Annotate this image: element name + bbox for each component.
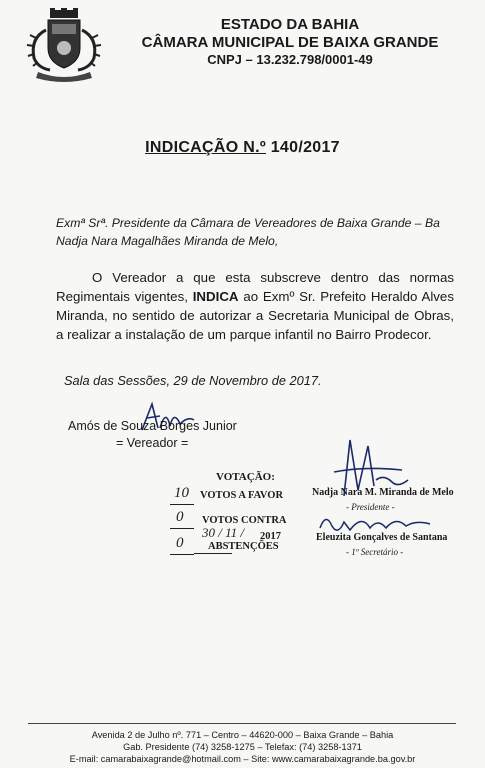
title-prefix: INDICAÇÃO N.º	[145, 139, 266, 156]
secretary-name: Eleuzita Gonçalves de Santana	[316, 532, 448, 543]
header-cnpj: CNPJ – 13.232.798/0001-49	[207, 52, 373, 67]
president-name: Nadja Nara M. Miranda de Melo	[312, 487, 454, 498]
coat-of-arms-emblem	[24, 8, 104, 83]
footer-contact: E-mail: camarabaixagrande@hotmail.com – Site: www.camarabaixagrande.ba.gov.br	[69, 754, 416, 764]
vote-date-handwritten: 30 / 11 /	[202, 525, 245, 540]
author-role: = Vereador =	[116, 436, 189, 450]
favor-count: 10	[174, 485, 189, 501]
contra-count: 0	[176, 509, 184, 525]
session-date: Sala das Sessões, 29 de Novembro de 2017.	[64, 373, 322, 388]
addressee-line-2: Nadja Nara Magalhães Miranda de Melo,	[56, 234, 279, 248]
footer-divider	[28, 723, 456, 724]
author-name: Amós de Souza Borges Junior	[68, 419, 237, 433]
contra-count-field	[170, 509, 194, 529]
header-state: ESTADO DA BAHIA	[220, 16, 360, 33]
body-intro: O Vereador a que esta subscreve dentro das normas Regimentais vigentes,	[56, 270, 454, 304]
secretary-role: - 1º Secretário -	[346, 547, 404, 557]
favor-count-field	[170, 485, 194, 505]
body-indica: INDICA	[192, 289, 239, 304]
footer-phones: Gab. Presidente (74) 3258-1275 – Telefax: (74) 3258-1371	[123, 742, 362, 752]
vote-date-year: 2017	[260, 531, 281, 542]
voting-title: VOTAÇÃO:	[216, 471, 275, 483]
favor-label: VOTOS A FAVOR	[200, 490, 284, 501]
body-paragraph	[56, 268, 454, 344]
contra-label: VOTOS CONTRA	[202, 515, 287, 526]
footer-address: Avenida 2 de Julho nº. 771 – Centro – 44620-000 – Baixa Grande – Bahia	[91, 730, 394, 740]
body-rest: ao Exmº Sr. Prefeito Heraldo Alves Miranda, no sentido de autorizar a Secretaria Municipal de Obras, a realizar a instalação de um parque infantil no Bairro Prodecor.	[56, 289, 454, 342]
president-role: - Presidente -	[346, 502, 395, 512]
addressee-line-1: Exmª Srª. Presidente da Câmara de Vereadores de Baixa Grande – Ba	[56, 216, 440, 230]
document-title	[0, 139, 485, 157]
abst-label: ABSTENÇÕES	[208, 541, 279, 552]
header-chamber: CÂMARA MUNICIPAL DE BAIXA GRANDE	[141, 34, 439, 51]
abst-count-field	[170, 535, 194, 555]
title-number: 140/2017	[270, 139, 340, 156]
abst-count: 0	[176, 535, 184, 551]
abst-underline	[194, 553, 232, 554]
